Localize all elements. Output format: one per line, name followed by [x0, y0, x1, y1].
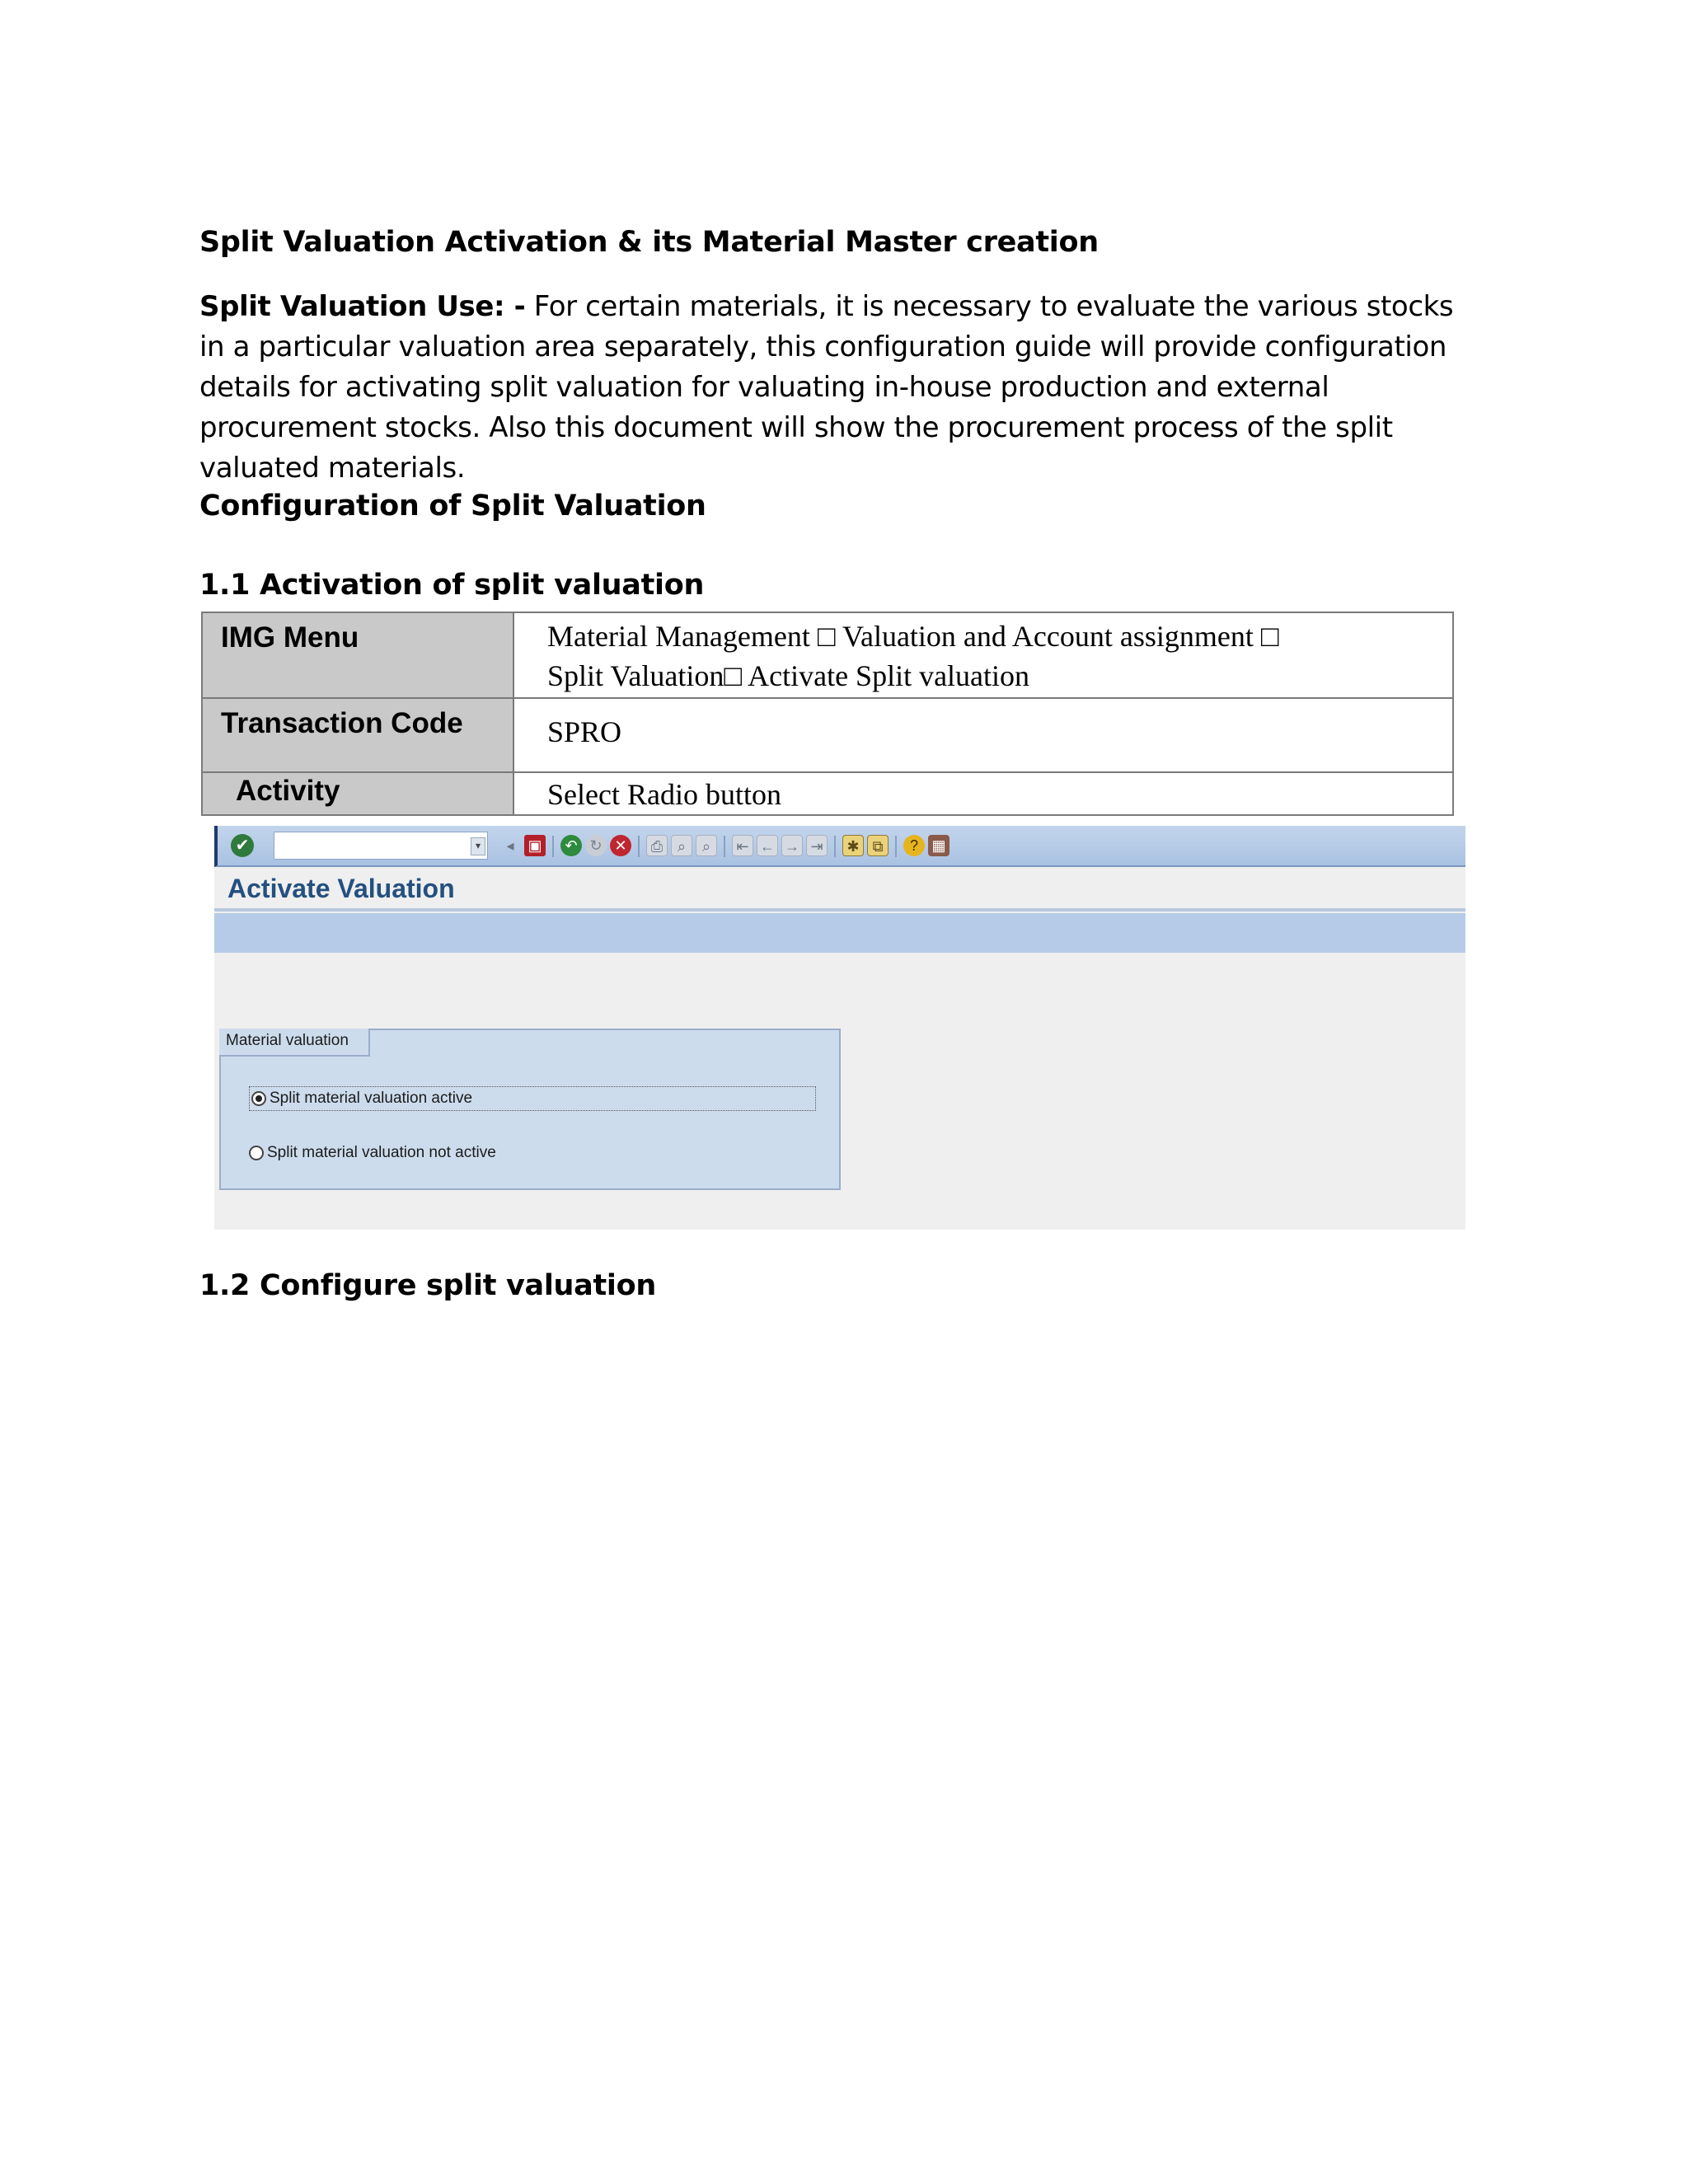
document-title: Split Valuation Activation & its Material Master creation [199, 226, 1099, 259]
customize-layout-icon[interactable]: ▦ [928, 835, 950, 856]
section-heading: Configuration of Split Valuation [199, 490, 706, 523]
config-info-table [201, 612, 1454, 816]
help-icon[interactable]: ? [903, 835, 925, 856]
radio-selected-icon[interactable] [251, 1091, 266, 1106]
previous-page-icon[interactable]: ← [757, 835, 778, 856]
toolbar-separator [638, 836, 640, 857]
table-row [202, 698, 1453, 772]
radio-label: Split material valuation active [270, 1090, 473, 1107]
table-value-img-menu [513, 612, 1453, 698]
enter-icon[interactable]: ✔ [231, 834, 254, 857]
group-title: Material valuation [219, 1029, 370, 1057]
table-row [202, 612, 1453, 698]
next-page-icon[interactable]: → [781, 835, 803, 856]
intro-text: For certain materials, it is necessary to evaluate the various stocks in a particular valuation area separately, this configuration guide will provide configuration details for activating split valuation for valuating in-house production and external procurement stocks. Also this document will show the procurement process of the split valuated materials. [199, 290, 1454, 485]
sap-screenshot [214, 826, 1465, 1230]
save-icon[interactable]: ▣ [524, 835, 546, 856]
intro-paragraph [199, 287, 1469, 489]
toolbar-separator [552, 836, 554, 857]
table-label-img-menu: IMG Menu [202, 612, 513, 698]
command-field[interactable] [274, 832, 488, 860]
img-menu-path-line1: Material Management □ Valuation and Account assignment □ [547, 620, 1279, 653]
table-value-activity: Select Radio button [513, 772, 1453, 815]
radio-split-not-active[interactable] [249, 1144, 496, 1162]
first-page-icon[interactable]: ⇤ [732, 835, 753, 856]
print-icon[interactable]: ⎙ [646, 835, 668, 856]
find-icon[interactable]: ⌕ [671, 835, 692, 856]
table-label-transaction-code: Transaction Code [202, 698, 513, 772]
material-valuation-group [219, 1029, 841, 1190]
chevron-down-icon[interactable]: ▾ [471, 837, 485, 855]
subsection-heading-1: 1.1 Activation of split valuation [199, 569, 705, 602]
find-next-icon[interactable]: ⌕ [696, 835, 717, 856]
radio-split-active[interactable] [249, 1086, 816, 1111]
intro-label: Split Valuation Use: - [199, 290, 526, 323]
screen-title: Activate Valuation [227, 874, 455, 903]
shortcut-icon[interactable]: ⧉ [867, 835, 889, 856]
sap-standard-toolbar [214, 826, 1465, 867]
radio-label: Split material valuation not active [267, 1144, 496, 1161]
exit-icon[interactable]: ↻ [585, 835, 607, 856]
create-session-icon[interactable]: ✱ [842, 835, 864, 856]
table-row [202, 772, 1453, 815]
last-page-icon[interactable]: ⇥ [806, 835, 828, 856]
title-divider [214, 908, 1465, 912]
table-label-activity: Activity [202, 772, 513, 815]
radio-unselected-icon[interactable] [249, 1146, 264, 1160]
subsection-heading-2: 1.2 Configure split valuation [199, 1269, 656, 1302]
back-navigation-icon[interactable]: ↶ [560, 835, 582, 856]
table-value-transaction-code: SPRO [513, 698, 1453, 772]
cancel-icon[interactable]: ✕ [610, 835, 631, 856]
application-toolbar [214, 913, 1465, 953]
toolbar-separator [895, 836, 897, 857]
img-menu-path-line2: Split Valuation□ Activate Split valuation [547, 659, 1030, 692]
toolbar-separator [724, 836, 725, 857]
toolbar-separator [834, 836, 836, 857]
back-icon[interactable]: ◂ [506, 837, 514, 854]
